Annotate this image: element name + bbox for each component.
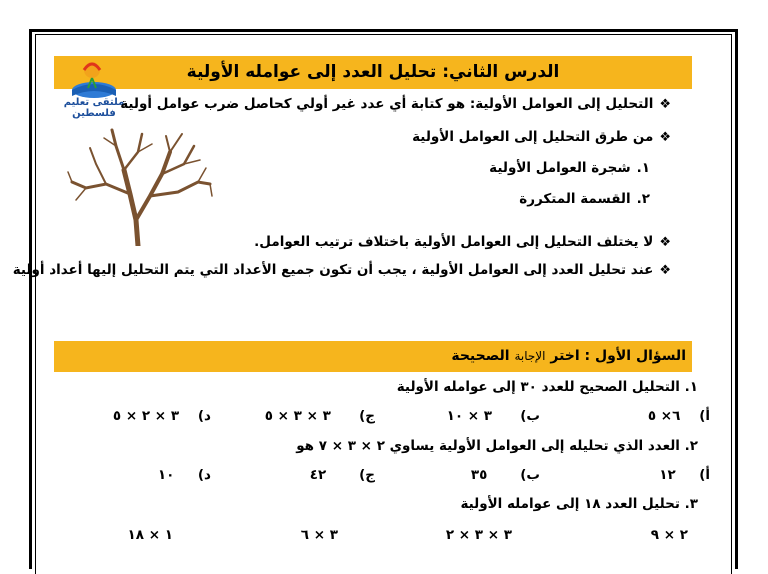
- bullet-icon: ❖: [659, 97, 671, 112]
- q1-option-b[interactable]: ب) ٣ × ١٠: [446, 408, 540, 424]
- q1-option-c[interactable]: ج) ٣ × ٣ × ٥: [264, 408, 375, 424]
- q3-option-b[interactable]: ٣ × ٣ × ٢: [445, 527, 512, 543]
- q2-option-c[interactable]: ج) ٤٢: [309, 467, 375, 483]
- question-header: السؤال الأول : اختر الإجابة الصحيحة: [54, 341, 692, 372]
- bullet-definition: ❖التحليل إلى العوامل الأولية: هو كتابة أي عدد غير أولي كحاصل ضرب عوامل أولية: [120, 96, 671, 112]
- q3-option-a[interactable]: ٢ × ٩: [650, 527, 688, 543]
- bullet-methods: ❖من طرق التحليل إلى العوامل الأولية: [412, 129, 671, 145]
- q2-option-a[interactable]: أ) ١٢: [659, 467, 710, 483]
- bullet-order-note: ❖لا يختلف التحليل إلى العوامل الأولية باختلاف ترتيب العوامل.: [254, 234, 671, 250]
- bullet-icon: ❖: [659, 235, 671, 250]
- logo-text: ملتقى تعليم فلسطين: [63, 97, 125, 119]
- question-3: ٣. تحليل العدد ١٨ إلى عوامله الأولية: [460, 496, 698, 512]
- q2-option-d[interactable]: د) ١٠: [157, 467, 211, 483]
- q2-option-b[interactable]: ب) ٣٥: [470, 467, 540, 483]
- method-item: ٢.القسمة المتكررة: [519, 191, 650, 207]
- bullet-icon: ❖: [659, 263, 671, 278]
- bullet-prime-note: ❖عند تحليل العدد إلى العوامل الأولية ، يجب أن تكون جميع الأعداد التي يتم التحليل إليها أعداد أولية: [12, 262, 671, 278]
- question-2: ٢. العدد الذي تحليله إلى العوامل الأولية يساوي ٢ × ٣ × ٧ هو: [296, 438, 698, 454]
- q1-option-a[interactable]: أ) ٦× ٥: [647, 408, 710, 424]
- q3-option-d[interactable]: ١ × ١٨: [127, 527, 173, 543]
- q1-option-d[interactable]: د) ٣ × ٢ × ٥: [112, 408, 211, 424]
- q3-option-c[interactable]: ٣ × ٦: [300, 527, 338, 543]
- question-1: ١. التحليل الصحيح للعدد ٣٠ إلى عوامله الأولية: [396, 379, 698, 395]
- bullet-icon: ❖: [659, 130, 671, 145]
- tree-icon: [66, 124, 214, 246]
- lesson-title: الدرس الثاني: تحليل العدد إلى عوامله الأولية: [54, 56, 692, 89]
- method-item: ١.شجرة العوامل الأولية: [489, 160, 650, 176]
